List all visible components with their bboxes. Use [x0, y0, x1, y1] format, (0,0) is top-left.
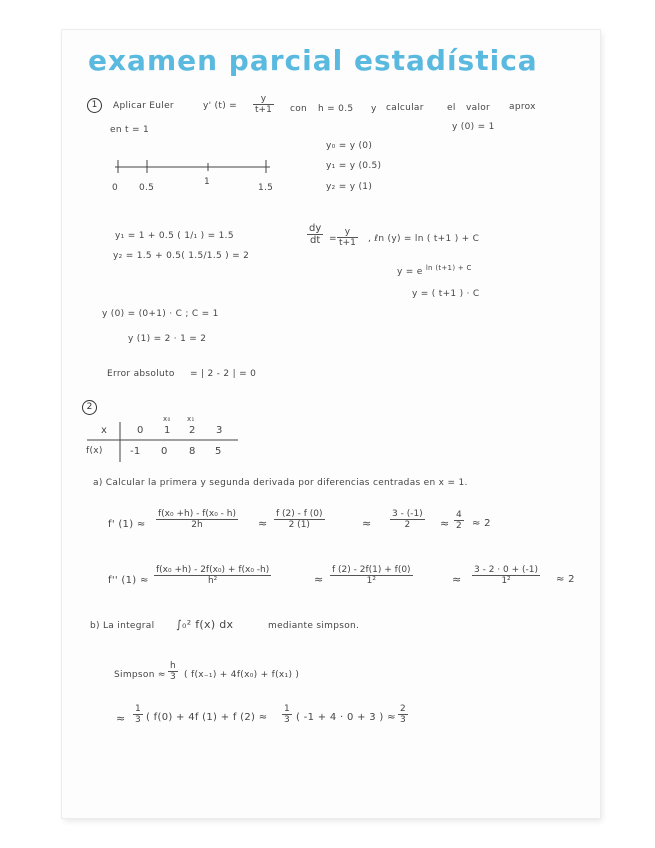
q1-eq-lhs: y' (t) =	[203, 101, 238, 111]
q1-el: el	[447, 103, 456, 113]
d2-substitution	[330, 565, 413, 586]
simpson-third-2-den: 3	[284, 715, 290, 725]
dy-dt-fraction	[307, 223, 323, 246]
table-header-x: x	[101, 425, 108, 436]
d1-substitution	[274, 509, 325, 530]
simpson-third-1-den: 3	[135, 715, 141, 725]
q1-en-t: en t = 1	[110, 125, 150, 135]
numline-label-0: 0	[112, 183, 119, 193]
d1-result-num: 4	[456, 510, 462, 520]
q1-h: h = 0.5	[318, 104, 354, 114]
d1-sub-num: f (2) - f (0)	[276, 509, 323, 519]
d2-num-den: 1²	[501, 576, 511, 586]
q1-con: con	[290, 104, 308, 114]
q1-valor: valor	[466, 103, 491, 113]
d1-sub-den: 2 (1)	[288, 520, 310, 530]
d2-numeric	[472, 565, 540, 586]
d2-approx-1: ≈	[314, 573, 324, 586]
simpson-third-1	[133, 704, 143, 725]
table-f-3: 5	[215, 446, 222, 457]
error-label: Error absoluto	[107, 369, 175, 379]
part-b-integral: ∫₀² f(x) dx	[176, 618, 234, 631]
numline-label-1: 1	[204, 177, 211, 187]
d1-numeric	[390, 509, 425, 530]
simpson-h: h	[168, 661, 178, 672]
d1-num-den: 2	[404, 520, 411, 530]
exp-solution	[397, 264, 472, 277]
d1-formula-num: f(x₀ +h) - f(x₀ - h)	[158, 509, 236, 519]
d1-formula	[156, 509, 238, 530]
simpson-substitution: ( f(0) + 4f (1) + f (2) ≈	[146, 712, 268, 723]
q1-eq-num: y	[253, 94, 274, 105]
simpson-formula: ( f(x₋₁) + 4f(x₀) + f(x₁) )	[184, 670, 300, 680]
ln-equation: , ℓn (y) = ln ( t+1 ) + C	[368, 234, 480, 244]
table-f-1: 0	[161, 446, 168, 457]
d2-lhs: f'' (1) ≈	[108, 575, 149, 586]
d1-lhs: f' (1) ≈	[108, 519, 146, 530]
simpson-3: 3	[170, 672, 176, 682]
d1-result-fraction	[454, 510, 464, 531]
d1-approx-1: ≈	[258, 517, 268, 530]
q1-eq-den: t+1	[255, 105, 272, 115]
d1-approx-3: ≈	[440, 517, 450, 530]
simpson-h-over-3	[168, 661, 178, 682]
q1-calcular: calcular	[386, 103, 424, 113]
numline-label-15: 1.5	[258, 183, 274, 193]
error-value: = | 2 - 2 | = 0	[190, 369, 257, 379]
dy-dt-equals: =	[329, 234, 337, 244]
d2-num-num: 3 - 2 · 0 + (-1)	[474, 565, 538, 575]
table-x-1: 1	[164, 425, 171, 436]
d2-sub-den: 1²	[366, 576, 376, 586]
table-x-3: 3	[216, 425, 223, 436]
def-y2: y₂ = y (1)	[326, 182, 373, 192]
question-1-number: 1	[87, 98, 102, 113]
table-header-fx: f(x)	[86, 446, 103, 456]
label-x1: x₁	[187, 415, 195, 423]
def-y0: y₀ = y (0)	[326, 141, 373, 151]
euler-y1: y₁ = 1 + 0.5 ( 1/₁ ) = 1.5	[115, 231, 234, 241]
exam-title: examen parcial estadística	[88, 44, 538, 77]
part-a-statement: a) Calcular la primera y segunda derivada por diferencias centradas en x = 1.	[93, 478, 468, 488]
simpson-third-2	[282, 704, 292, 725]
d1-approx-2: ≈	[362, 517, 372, 530]
d2-approx-2: ≈	[452, 573, 462, 586]
part-b-rest: mediante simpson.	[268, 621, 360, 631]
q1-y0-initial: y (0) = 1	[452, 122, 495, 132]
general-solution: y = ( t+1 ) · C	[412, 289, 480, 299]
label-x0: x₀	[163, 415, 171, 423]
d1-result-den: 2	[456, 521, 462, 531]
initial-condition: y (0) = (0+1) · C ; C = 1	[102, 309, 219, 319]
d1-final: ≈ 2	[472, 518, 491, 529]
d2-sub-num: f (2) - 2f(1) + f(0)	[332, 565, 411, 575]
q1-y: y	[371, 104, 377, 114]
exp-superscript: ln (t+1) + C	[425, 264, 472, 272]
numline-label-05: 0.5	[139, 183, 155, 193]
table-x-0: 0	[137, 425, 144, 436]
simpson-result	[398, 704, 408, 725]
simpson-label: Simpson ≈	[114, 670, 166, 680]
d1-formula-den: 2h	[191, 520, 203, 530]
euler-y2: y₂ = 1.5 + 0.5( 1.5/1.5 ) = 2	[113, 251, 250, 261]
exp-base: y = e	[397, 267, 423, 277]
exact-value: y (1) = 2 · 1 = 2	[128, 334, 207, 344]
table-f-0: -1	[130, 446, 141, 457]
q1-aprox: aprox	[509, 102, 536, 112]
part-b-label: b) La integral	[90, 621, 155, 631]
simpson-third-2-num: 1	[284, 704, 290, 714]
simpson-numeric: ( -1 + 4 · 0 + 3 ) ≈	[296, 712, 396, 723]
table-x-2: 2	[189, 425, 196, 436]
simpson-approx: ≈	[116, 712, 126, 725]
d1-num-num: 3 - (-1)	[392, 509, 423, 519]
y-over-t1-num: y	[337, 227, 358, 238]
q1-aplicar-euler: Aplicar Euler	[113, 101, 174, 111]
simpson-third-1-num: 1	[135, 704, 141, 714]
simpson-result-den: 3	[400, 715, 406, 725]
y-over-t1-fraction	[337, 227, 358, 248]
d2-formula-den: h²	[207, 576, 218, 586]
table-f-2: 8	[189, 446, 196, 457]
dt: dt	[309, 235, 321, 246]
d2-formula-num: f(x₀ +h) - 2f(x₀) + f(x₀ -h)	[156, 565, 270, 575]
d2-formula	[154, 565, 271, 586]
def-y1: y₁ = y (0.5)	[326, 161, 382, 171]
simpson-result-num: 2	[400, 704, 406, 714]
y-over-t1-den: t+1	[339, 238, 356, 248]
question-2-number: 2	[82, 400, 97, 415]
dy: dy	[309, 223, 322, 234]
d2-final: ≈ 2	[556, 574, 575, 585]
